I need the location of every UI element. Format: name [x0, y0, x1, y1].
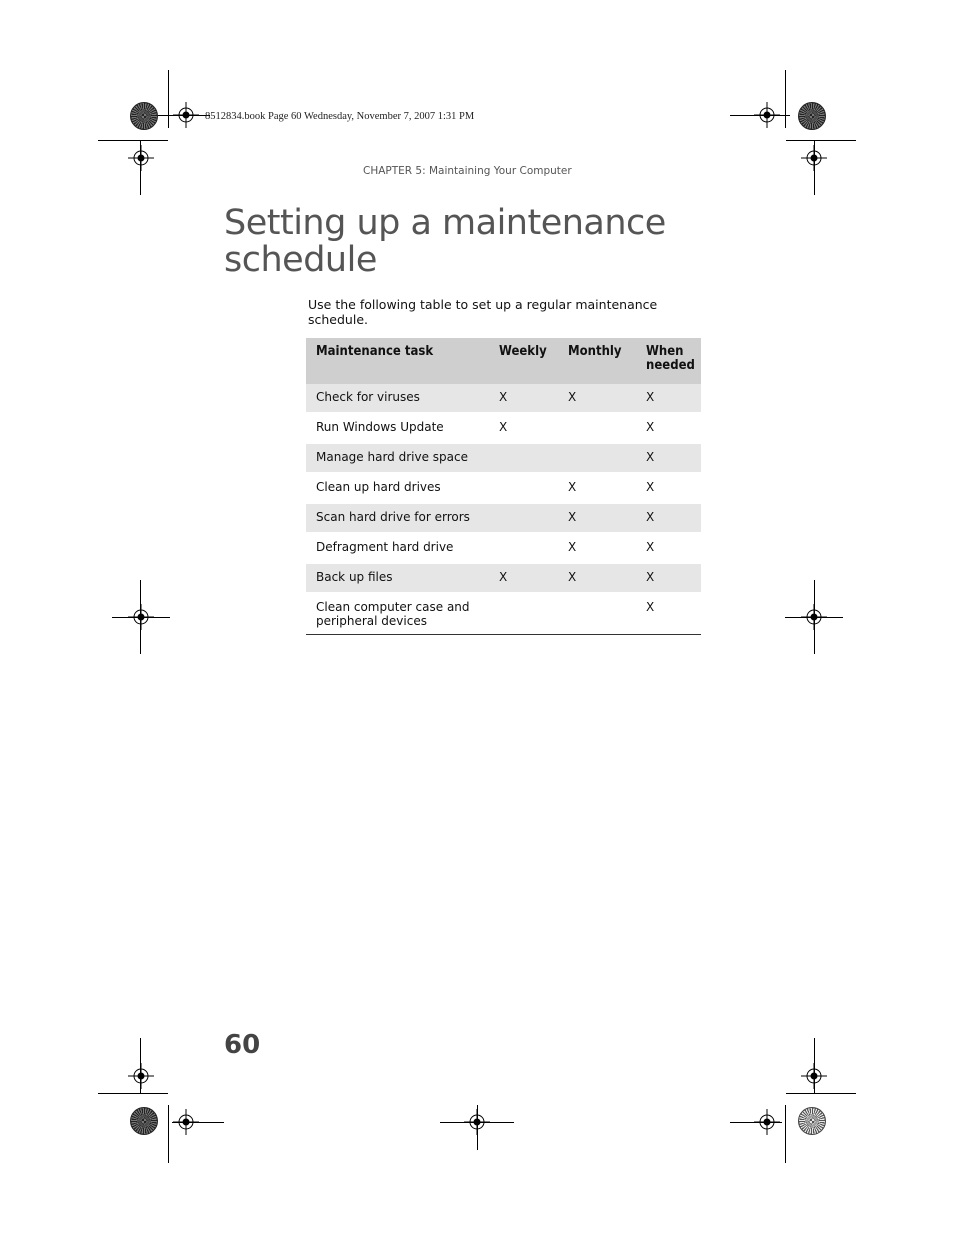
monthly-cell	[558, 443, 636, 473]
page-number: 60	[224, 1030, 261, 1060]
monthly-cell: X	[558, 503, 636, 533]
task-cell: Check for viruses	[306, 384, 489, 413]
table-row	[306, 593, 701, 635]
color-target-icon	[798, 102, 826, 130]
table-row	[306, 563, 701, 593]
page-title: Setting up a maintenance schedule	[224, 203, 666, 280]
when-needed-cell: X	[636, 533, 701, 563]
weekly-cell: X	[489, 384, 558, 413]
weekly-cell	[489, 593, 558, 635]
registration-mark-icon	[173, 102, 199, 128]
running-head: CHAPTER 5: Maintaining Your Computer	[363, 165, 572, 177]
weekly-cell	[489, 533, 558, 563]
task-cell: Clean computer case and peripheral devices	[306, 593, 489, 635]
table-row	[306, 503, 701, 533]
table-row	[306, 473, 701, 503]
when-needed-cell: X	[636, 413, 701, 443]
task-cell: Scan hard drive for errors	[306, 503, 489, 533]
table-row	[306, 413, 701, 443]
monthly-cell: X	[558, 533, 636, 563]
weekly-cell	[489, 503, 558, 533]
registration-mark-icon	[801, 1063, 827, 1089]
registration-mark-icon	[128, 1063, 154, 1089]
table-header-row	[306, 338, 701, 384]
task-cell: Manage hard drive space	[306, 443, 489, 473]
when-needed-cell: X	[636, 384, 701, 413]
column-header: When needed	[636, 338, 701, 384]
monthly-cell: X	[558, 563, 636, 593]
weekly-cell	[489, 443, 558, 473]
column-header: Monthly	[558, 338, 636, 384]
weekly-cell: X	[489, 563, 558, 593]
maintenance-table	[306, 338, 701, 635]
intro-paragraph: Use the following table to set up a regular maintenance schedule.	[308, 297, 658, 327]
weekly-cell: X	[489, 413, 558, 443]
table-row	[306, 443, 701, 473]
monthly-cell: X	[558, 384, 636, 413]
table-row	[306, 384, 701, 413]
print-info: 8512834.book Page 60 Wednesday, November 7, 2007 1:31 PM	[205, 111, 475, 122]
task-cell: Back up files	[306, 563, 489, 593]
when-needed-cell: X	[636, 503, 701, 533]
registration-mark-icon	[754, 102, 780, 128]
monthly-cell	[558, 593, 636, 635]
monthly-cell	[558, 413, 636, 443]
task-cell: Clean up hard drives	[306, 473, 489, 503]
task-cell: Run Windows Update	[306, 413, 489, 443]
task-cell: Defragment hard drive	[306, 533, 489, 563]
when-needed-cell: X	[636, 473, 701, 503]
when-needed-cell: X	[636, 563, 701, 593]
registration-mark-icon	[801, 145, 827, 171]
when-needed-cell: X	[636, 593, 701, 635]
registration-mark-icon	[128, 145, 154, 171]
table-row	[306, 533, 701, 563]
weekly-cell	[489, 473, 558, 503]
column-header: Maintenance task	[306, 338, 489, 384]
monthly-cell: X	[558, 473, 636, 503]
when-needed-cell: X	[636, 443, 701, 473]
column-header: Weekly	[489, 338, 558, 384]
registration-mark-icon	[464, 1109, 490, 1135]
color-target-icon	[798, 1107, 826, 1135]
color-target-icon	[130, 1107, 158, 1135]
color-target-icon	[130, 102, 158, 130]
registration-mark-icon	[754, 1109, 780, 1135]
